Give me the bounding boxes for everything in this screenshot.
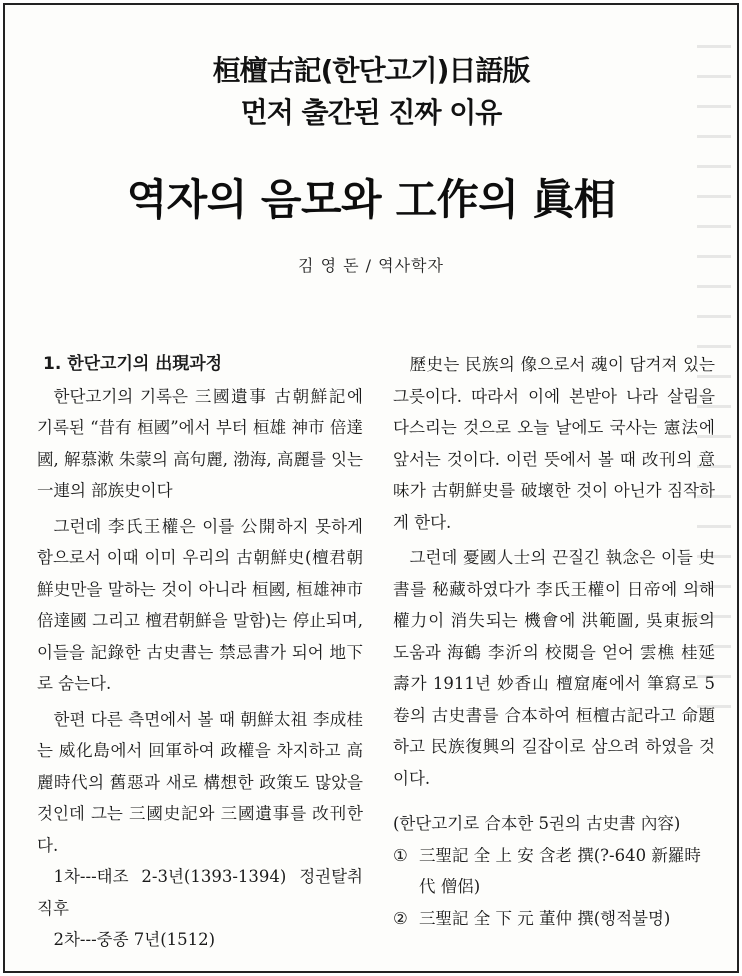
page-frame — [3, 3, 739, 973]
list-item — [393, 840, 715, 903]
list-marker: ① — [393, 845, 408, 865]
paragraph: 2차---중종 7년(1512) — [53, 930, 216, 949]
list-item — [393, 903, 715, 935]
section-heading: 1. 한단고기의 出現과정 — [43, 354, 223, 374]
list-title: (한단고기로 合本한 5권의 古史書 內容) — [393, 814, 681, 833]
paragraph: 그런데 李氏王權은 이를 公開하지 못하게 함으로서 이때 이미 우리의 古朝鮮史(檀君朝鮮史만을 말하는 것이 아니라 桓國, 桓雄神市倍達國 그리고 檀君朝鮮을 말함)는 停止되며, 이들을 記錄한 古史書는 禁忌書가 되어 地下로 숨는다. — [37, 516, 363, 693]
paragraph: 1차---태조 2-3년(1393-1394) 정권탈취 직후 — [37, 867, 363, 918]
paragraph: 歷史는 民族의 像으로서 魂이 담겨져 있는 그릇이다. 따라서 이에 본받아 나라 살림을 다스리는 것으로 오늘 날에도 국사는 憲法에 앞서는 것이다. 이런 뜻에서 볼 때 改刊의 意味가 古朝鮮史를 破壞한 것이 아닌가 짐작하게 한다. — [393, 355, 715, 532]
list-marker: ② — [393, 908, 408, 928]
article-title: 역자의 음모와 工作의 眞相 — [126, 175, 616, 224]
supertitle-line-2: 먼저 출간된 진짜 이유 — [240, 96, 502, 129]
left-column — [37, 349, 363, 956]
list-item-text: 三聖記 全 下 元 董仲 撰(행적불명) — [419, 908, 671, 928]
author-byline: 김 영 돈 / 역사학자 — [298, 256, 444, 275]
supertitle-line-1: 桓檀古記(한단고기)日語版 — [212, 54, 530, 87]
paragraph: 그런데 憂國人士의 끈질긴 執念은 이들 史書를 秘藏하였다가 李氏王權이 日帝에 의해 權力이 消失되는 機會에 洪範圖, 吳東振의 도움과 海鶴 李沂의 校閱을 얻어 雲樵 桂延壽가 1911년 妙香山 檀窟庵에서 筆寫로 5卷의 古史書를 合本하여 桓檀古記라고 命題하고 民族復興의 길잡이로 삼으려 하였을 것이다. — [393, 548, 715, 788]
paragraph: 한편 다른 측면에서 볼 때 朝鮮太祖 李成桂는 威化島에서 回軍하여 政權을 차지하고 高麗時代의 舊惡과 새로 構想한 政策도 많았을 것인데 그는 三國史記와 三國遺事를 改刊한다. — [37, 709, 363, 855]
right-column — [393, 349, 715, 934]
paragraph: 한단고기의 기록은 三國遺事 古朝鮮記에 기록된 “昔有 桓國”에서 부터 桓雄 神市 倍達國, 解慕漱 朱蒙의 高句麗, 渤海, 高麗를 잇는 一連의 部族史이다 — [37, 386, 363, 500]
list-item-text: 三聖記 全 上 安 含老 撰(?-640 新羅時代 僧侶) — [419, 845, 701, 896]
